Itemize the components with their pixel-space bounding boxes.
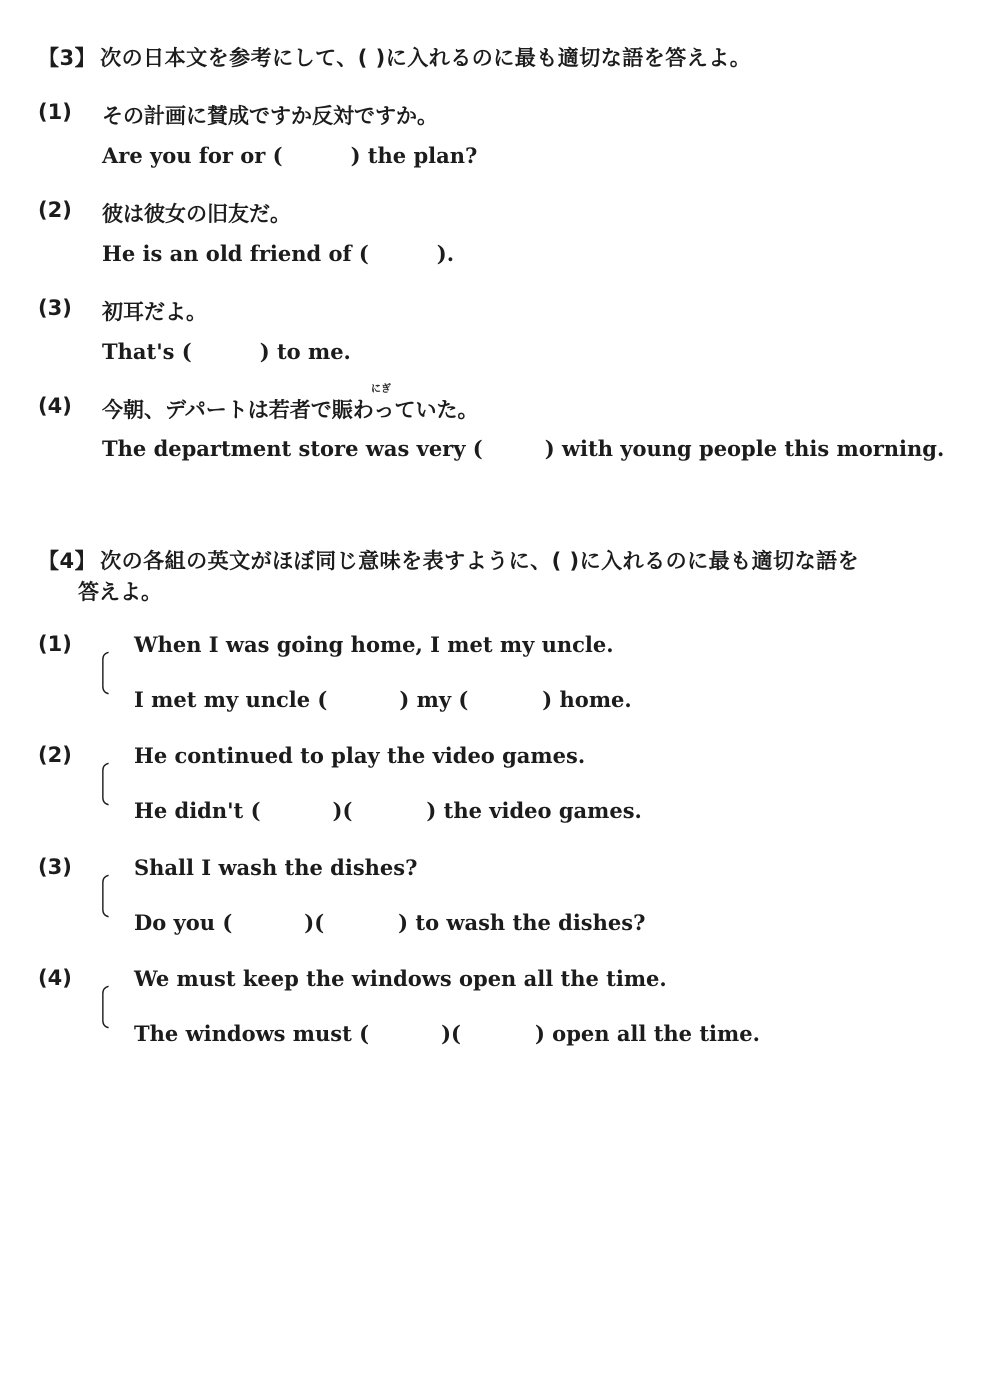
s4-q4-line2 [134,1021,760,1046]
s4-q1-part1: I met my uncle ( [134,687,328,712]
s4-q4-line1: We must keep the windows open all the time. [134,966,667,991]
s4-q2-number: (2) [38,743,72,767]
s4-q2-line2 [134,798,642,823]
s4-q1-line2 [134,687,632,712]
s3-q4-japanese: 今朝、デパートは若者で賑わっていた。 [102,398,479,422]
s3-q4-furigana: にぎ [371,384,391,395]
s3-q1-number: (1) [38,100,72,124]
s4-q1-brace [100,642,110,704]
s3-q1-japanese: その計画に賛成ですか反対ですか。 [102,104,438,128]
s3-q2-text-after-blank: ). [436,241,455,266]
s4-q3-part1: Do you ( [134,910,233,935]
s3-q2-number: (2) [38,198,72,222]
s3-q3-number: (3) [38,296,72,320]
s4-q2-part2: )( [332,798,353,823]
s3-q1-english [102,143,477,168]
s4-q3-number: (3) [38,855,72,879]
s4-q1-part3: ) home. [542,687,632,712]
s3-q4-english [102,436,944,461]
s3-q2-text-before-blank: He is an old friend of ( [102,241,369,266]
s4-q4-brace [100,976,110,1038]
section4-instruction: 次の各組の英文がほぼ同じ意味を表すように、( )に入れるのに最も適切な語を [100,549,860,573]
s4-q4-part3: ) open all the time. [534,1021,760,1046]
section4-instruction-cont: 答えよ。 [78,580,162,604]
s4-q2-part3: ) the video games. [426,798,642,823]
s3-q1-text-before-blank: Are you for or ( [102,143,283,168]
s4-q3-part3: ) to wash the dishes? [398,910,646,935]
s4-q3-brace [100,865,110,927]
s4-q2-part1: He didn't ( [134,798,261,823]
s3-q4-number: (4) [38,394,72,418]
s3-q2-english [102,241,454,266]
section3-number: 【3】 [38,46,97,70]
s4-q3-part2: )( [304,910,325,935]
s4-q2-line1: He continued to play the video games. [134,743,586,768]
s4-q2-brace [100,753,110,815]
s4-q1-part2: ) my ( [399,687,469,712]
s4-q3-line2 [134,910,645,935]
s4-q4-part1: The windows must ( [134,1021,370,1046]
s4-q4-part2: )( [441,1021,461,1046]
s4-q3-line1: Shall I wash the dishes? [134,855,418,880]
s3-q3-english [102,339,351,364]
s3-q4-text-after-blank: ) with young people this morning. [544,436,945,461]
s3-q3-japanese: 初耳だよ。 [102,300,207,324]
s3-q3-text-after-blank: ) to me. [259,339,351,364]
s3-q1-text-after-blank: ) the plan? [350,143,478,168]
s4-q4-number: (4) [38,966,72,990]
s4-q1-number: (1) [38,632,72,656]
section3-heading [38,42,751,72]
section4-number: 【4】 [38,549,97,573]
s3-q4-text-before-blank: The department store was very ( [102,436,483,461]
s3-q2-japanese: 彼は彼女の旧友だ。 [102,202,291,226]
section3-instruction: 次の日本文を参考にして、( )に入れるのに最も適切な語を答えよ。 [100,46,752,70]
s3-q3-text-before-blank: That's ( [102,339,192,364]
s4-q1-line1: When I was going home, I met my uncle. [134,632,614,657]
section4-heading [38,545,859,575]
